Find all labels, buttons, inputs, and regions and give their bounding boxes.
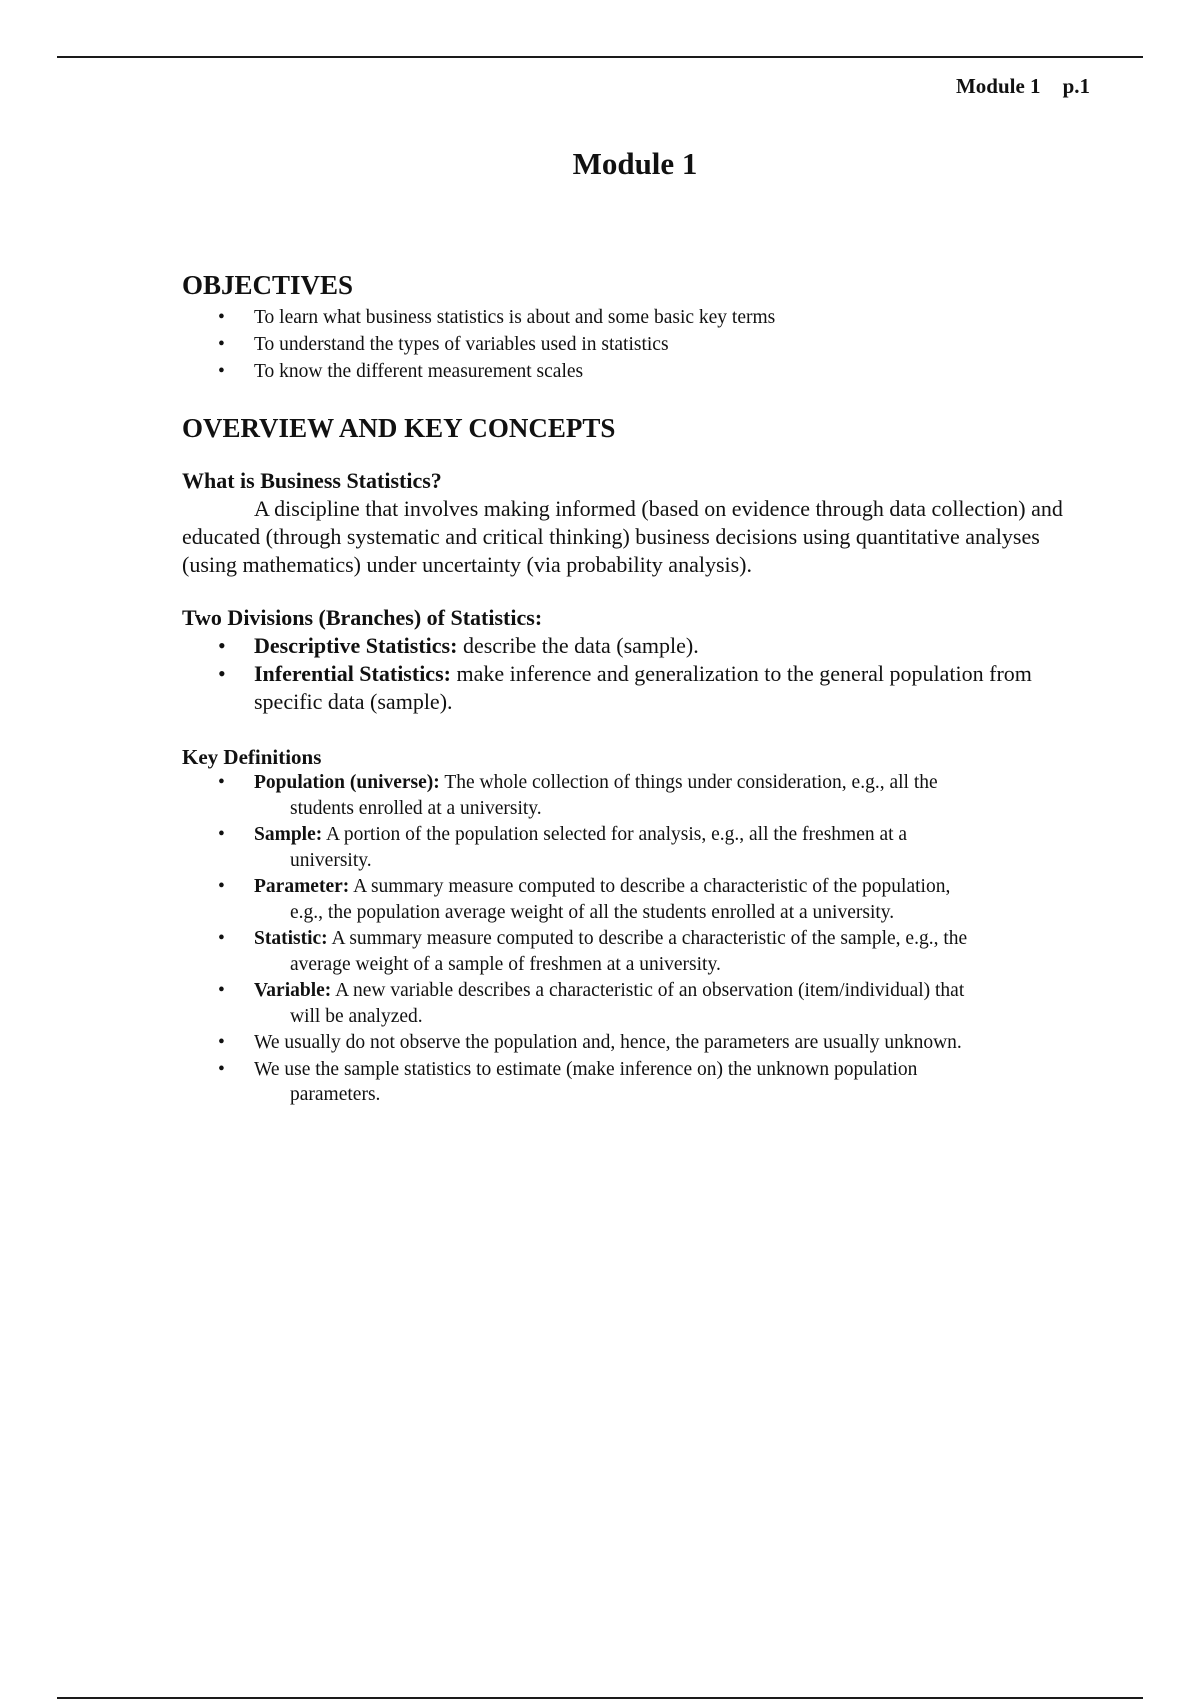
definition-text: A portion of the population selected for analysis, e.g., all the freshmen at a bbox=[322, 824, 908, 845]
definition-continuation: parameters. bbox=[290, 1084, 381, 1105]
division-term: Descriptive Statistics: bbox=[254, 633, 458, 658]
definition-text: • We use the sample statistics to estimate (make inference on) the unknown population bbox=[254, 1058, 918, 1080]
definition-term: Variable: bbox=[254, 980, 332, 1001]
page-title: Module 1 bbox=[572, 146, 698, 181]
definition-continuation: will be analyzed. bbox=[290, 1005, 423, 1027]
document-body bbox=[182, 268, 1082, 1109]
divisions-block bbox=[182, 604, 1082, 716]
definition-text: A summary measure computed to describe a characteristic of the sample, e.g., the bbox=[327, 928, 968, 949]
definition-continuation: students enrolled at a university. bbox=[290, 797, 542, 819]
definition-text: The whole collection of things under consideration, e.g., all the bbox=[439, 772, 938, 793]
business-statistics-heading: What is Business Statistics? bbox=[182, 468, 442, 493]
objective-item: • To learn what business statistics is about and some basic key terms bbox=[182, 304, 1082, 331]
definition-text: A new variable describes a characteristic of an observation (item/individual) that bbox=[331, 980, 965, 1001]
division-text: make inference and generalization to the general population from specific data (sample). bbox=[254, 661, 1032, 714]
definition-item bbox=[182, 926, 1082, 977]
business-statistics-paragraph: A discipline that involves making informed (based on evidence through data collection) and educated (through systematic and critical thinking) business decisions using quantitative analyses (using mathematics) under uncertainty (via probability analysis). bbox=[182, 496, 1063, 577]
bottom-rule bbox=[57, 1697, 1143, 1699]
key-definitions-heading: Key Definitions bbox=[182, 745, 322, 769]
key-definitions-block bbox=[182, 744, 1082, 1108]
definition-term: Statistic: bbox=[254, 928, 328, 949]
definition-term: Parameter: bbox=[254, 876, 350, 897]
division-item bbox=[182, 660, 1082, 716]
overview-section bbox=[182, 411, 1082, 1108]
overview-heading: OVERVIEW AND KEY CONCEPTS bbox=[182, 413, 616, 443]
divisions-heading: Two Divisions (Branches) of Statistics: bbox=[182, 605, 543, 630]
objectives-list bbox=[182, 304, 1082, 385]
key-definitions-list bbox=[182, 770, 1082, 1108]
objectives-heading: OBJECTIVES bbox=[182, 270, 354, 300]
header-module-label: Module 1 bbox=[955, 74, 1041, 98]
division-text: describe the data (sample). bbox=[457, 633, 699, 658]
objective-item: • To understand the types of variables used in statistics bbox=[182, 331, 1082, 358]
running-header bbox=[956, 74, 1090, 99]
definition-item bbox=[182, 874, 1082, 925]
definition-item bbox=[182, 822, 1082, 873]
definition-term: Population (universe): bbox=[254, 772, 440, 793]
division-term: Inferential Statistics: bbox=[254, 661, 451, 686]
definition-item bbox=[182, 978, 1082, 1029]
definition-text: A summary measure computed to describe a characteristic of the population, bbox=[349, 876, 951, 897]
definition-item bbox=[182, 1030, 1082, 1056]
definition-item bbox=[182, 770, 1082, 821]
top-rule bbox=[57, 56, 1143, 58]
header-page-label: p.1 bbox=[1062, 74, 1090, 98]
definition-continuation: university. bbox=[290, 849, 372, 871]
definition-text: • We usually do not observe the population and, hence, the parameters are usually unknown. bbox=[254, 1032, 962, 1053]
definition-term: Sample: bbox=[254, 824, 323, 845]
division-item bbox=[182, 632, 1082, 660]
definition-continuation: average weight of a sample of freshmen at a university. bbox=[290, 953, 721, 975]
definition-continuation: e.g., the population average weight of all the students enrolled at a university. bbox=[290, 901, 895, 923]
business-statistics-block bbox=[182, 467, 1082, 579]
definition-item bbox=[182, 1057, 1082, 1108]
objective-item: • To know the different measurement scales bbox=[182, 358, 1082, 385]
divisions-list bbox=[182, 632, 1082, 716]
